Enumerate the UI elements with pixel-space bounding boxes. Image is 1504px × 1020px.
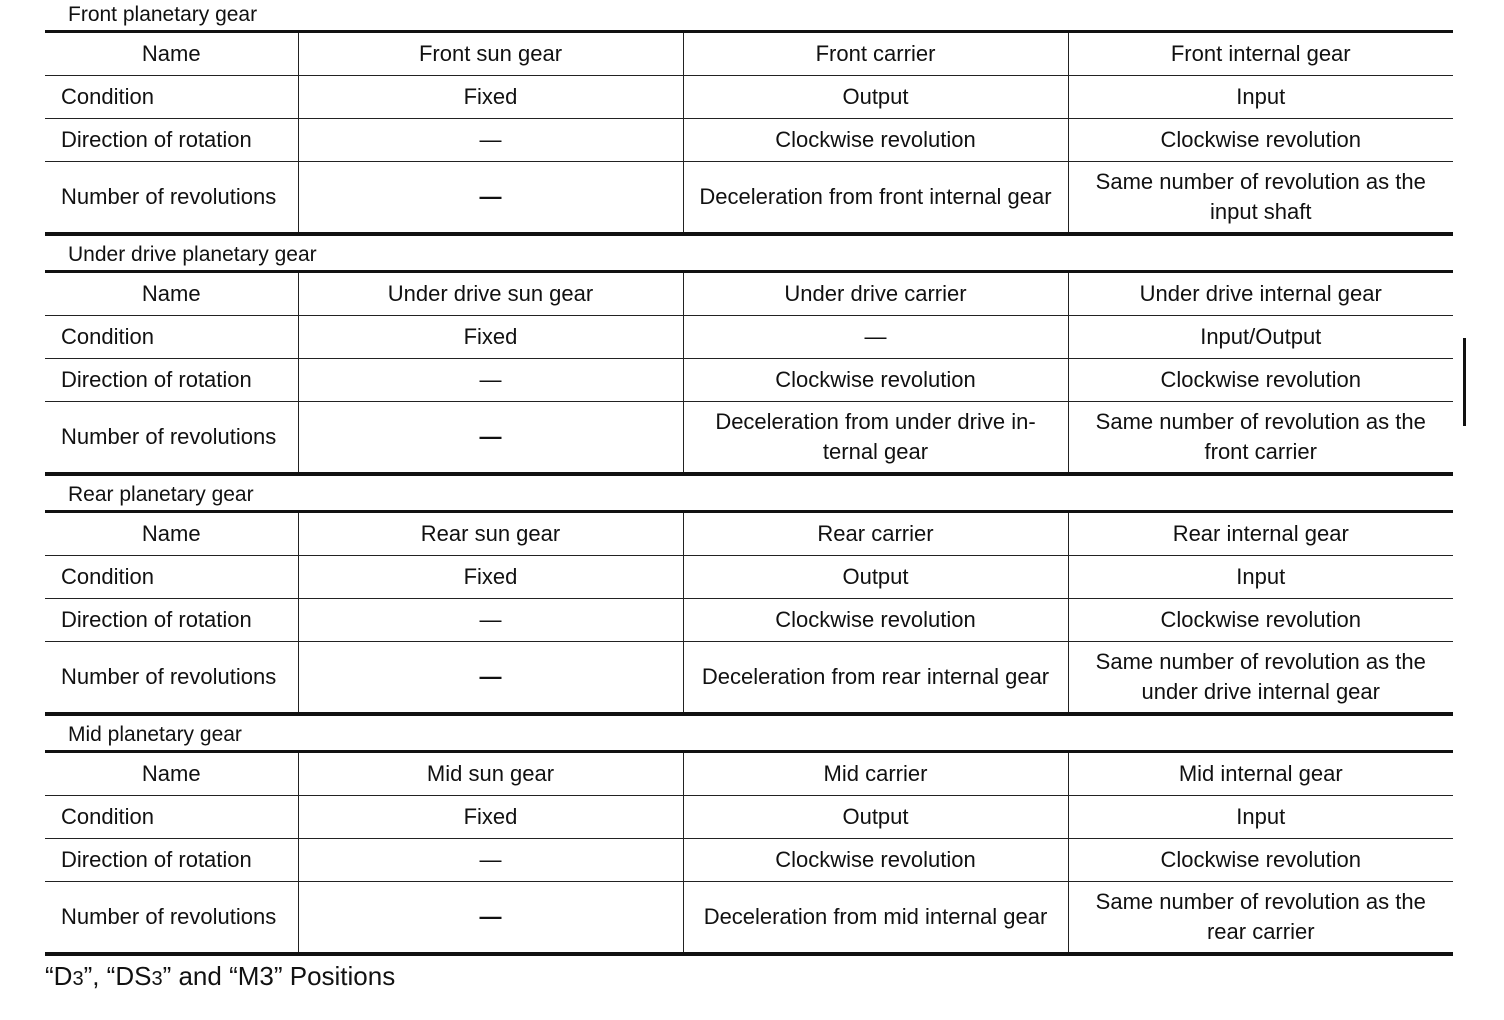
sun-gear-name: Under drive sun gear [298, 272, 683, 316]
carrier-direction: Clockwise revolution [683, 839, 1068, 882]
section-title: Under drive planetary gear [68, 243, 317, 266]
change-bar [1463, 338, 1466, 426]
section-title: Front planetary gear [68, 3, 258, 26]
internal-gear-direction: Clockwise revolution [1068, 599, 1453, 642]
carrier-name: Under drive carrier [683, 272, 1068, 316]
table-row-revolutions [45, 882, 1453, 955]
sun-gear-condition: Fixed [298, 796, 683, 839]
carrier-condition: Output [683, 796, 1068, 839]
internal-gear-name: Under drive internal gear [1068, 272, 1453, 316]
caption-part: “D [45, 961, 73, 991]
table-row-condition [45, 796, 1453, 839]
carrier-direction: Clockwise revolution [683, 119, 1068, 162]
table-row-condition [45, 556, 1453, 599]
internal-gear-direction: Clockwise revolution [1068, 839, 1453, 882]
gear-table [45, 510, 1453, 716]
sun-gear-direction: — [298, 119, 683, 162]
row-label-condition: Condition [45, 76, 298, 119]
sun-gear-direction: — [298, 839, 683, 882]
section-title: Mid planetary gear [68, 723, 242, 746]
table-row-name [45, 32, 1453, 76]
carrier-revolutions: Deceleration from rear internal gear [683, 642, 1068, 715]
row-label-direction: Direction of rotation [45, 839, 298, 882]
sun-gear-revolutions: — [298, 402, 683, 475]
table-row-direction [45, 119, 1453, 162]
row-label-direction: Direction of rotation [45, 119, 298, 162]
internal-gear-revolutions: Same number of revolution as the under drive internal gear [1068, 642, 1453, 715]
carrier-condition: Output [683, 556, 1068, 599]
sun-gear-direction: — [298, 359, 683, 402]
internal-gear-name: Rear internal gear [1068, 512, 1453, 556]
table-row-condition [45, 316, 1453, 359]
internal-gear-condition: Input [1068, 76, 1453, 119]
row-label-name: Name [45, 512, 298, 556]
carrier-condition: Output [683, 76, 1068, 119]
carrier-name: Rear carrier [683, 512, 1068, 556]
sun-gear-condition: Fixed [298, 316, 683, 359]
gear-table [45, 750, 1453, 956]
row-label-revolutions: Number of revolutions [45, 882, 298, 955]
gear-table [45, 270, 1453, 476]
table-row-revolutions [45, 162, 1453, 235]
internal-gear-name: Front internal gear [1068, 32, 1453, 76]
row-label-revolutions: Number of revolutions [45, 402, 298, 475]
carrier-revolutions: Deceleration from front internal gear [683, 162, 1068, 235]
caption-subscript: 3 [72, 968, 84, 990]
carrier-name: Front carrier [683, 32, 1068, 76]
sun-gear-revolutions: — [298, 162, 683, 235]
internal-gear-condition: Input [1068, 796, 1453, 839]
sun-gear-revolutions: — [298, 642, 683, 715]
caption-subscript: 3 [151, 968, 163, 990]
caption-part: ” and “M3” Positions [162, 961, 396, 991]
sun-gear-name: Front sun gear [298, 32, 683, 76]
sun-gear-name: Rear sun gear [298, 512, 683, 556]
sun-gear-name: Mid sun gear [298, 752, 683, 796]
table-row-name [45, 272, 1453, 316]
section-title: Rear planetary gear [68, 483, 254, 506]
sun-gear-direction: — [298, 599, 683, 642]
table-row-name [45, 512, 1453, 556]
row-label-direction: Direction of rotation [45, 359, 298, 402]
carrier-revolutions: Deceleration from under drive in-ternal gear [683, 402, 1068, 475]
row-label-name: Name [45, 272, 298, 316]
internal-gear-revolutions: Same number of revolution as the rear carrier [1068, 882, 1453, 955]
row-label-name: Name [45, 32, 298, 76]
row-label-direction: Direction of rotation [45, 599, 298, 642]
carrier-revolutions: Deceleration from mid internal gear [683, 882, 1068, 955]
internal-gear-revolutions: Same number of revolution as the input shaft [1068, 162, 1453, 235]
internal-gear-direction: Clockwise revolution [1068, 359, 1453, 402]
row-label-revolutions: Number of revolutions [45, 642, 298, 715]
table-row-revolutions [45, 402, 1453, 475]
carrier-direction: Clockwise revolution [683, 599, 1068, 642]
internal-gear-condition: Input [1068, 556, 1453, 599]
caption [45, 960, 395, 995]
table-row-condition [45, 76, 1453, 119]
row-label-revolutions: Number of revolutions [45, 162, 298, 235]
internal-gear-name: Mid internal gear [1068, 752, 1453, 796]
table-row-direction [45, 359, 1453, 402]
internal-gear-revolutions: Same number of revolution as the front carrier [1068, 402, 1453, 475]
table-row-direction [45, 599, 1453, 642]
row-label-condition: Condition [45, 556, 298, 599]
sun-gear-condition: Fixed [298, 556, 683, 599]
caption-part: ”, “DS [83, 961, 152, 991]
carrier-name: Mid carrier [683, 752, 1068, 796]
sun-gear-revolutions: — [298, 882, 683, 955]
table-row-name [45, 752, 1453, 796]
internal-gear-condition: Input/Output [1068, 316, 1453, 359]
table-row-direction [45, 839, 1453, 882]
sun-gear-condition: Fixed [298, 76, 683, 119]
internal-gear-direction: Clockwise revolution [1068, 119, 1453, 162]
gear-table [45, 30, 1453, 236]
row-label-name: Name [45, 752, 298, 796]
carrier-condition: — [683, 316, 1068, 359]
carrier-direction: Clockwise revolution [683, 359, 1068, 402]
table-row-revolutions [45, 642, 1453, 715]
row-label-condition: Condition [45, 316, 298, 359]
row-label-condition: Condition [45, 796, 298, 839]
